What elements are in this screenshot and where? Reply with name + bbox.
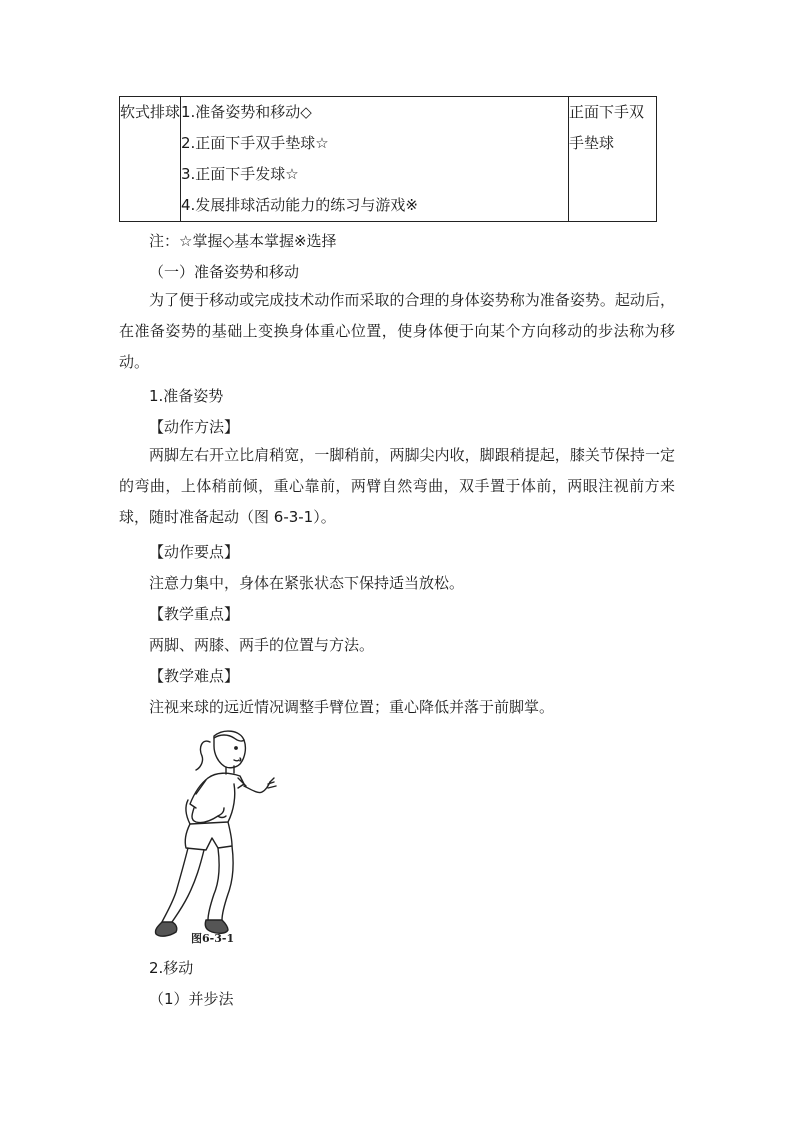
subsection-item: （1）并步法 [149,990,234,1008]
table-item: 3.正面下手发球☆ [181,165,299,183]
keypoints-text: 注意力集中，身体在紧张状态下保持适当放松。 [149,574,465,592]
items-cell [181,97,569,222]
method-paragraph: 两脚左右开立比肩稍宽，一脚稍前，两脚尖内收，脚跟稍提起，膝关节保持一定的弯曲，上体稍前倾，重心靠前，两臂自然弯曲，双手置于体前，两眼注视前方来球，随时准备起动（图 6-3-1）。 [119,446,675,526]
subsection-title: 1.准备姿势 [149,387,224,405]
legend-note: 注：☆掌握◇基本掌握※选择 [149,232,337,250]
table-item: 1.准备姿势和移动◇ [181,103,312,121]
table-item: 4.发展排球活动能力的练习与游戏※ [181,196,418,214]
focus-label: 正面下手双手垫球 [569,103,645,152]
section-heading: （一）准备姿势和移动 [149,263,300,281]
category-label: 软式排球 [120,103,181,121]
focus-cell [569,97,657,222]
keypoints-label: 【动作要点】 [149,543,240,561]
table-item: 2.正面下手双手垫球☆ [181,134,329,152]
teaching-difficulty-label: 【教学难点】 [149,667,240,685]
ready-stance-illustration [148,724,288,950]
teaching-focus-text: 两脚、两膝、两手的位置与方法。 [149,636,375,654]
category-cell [120,97,181,222]
teaching-difficulty-text: 注视来球的远近情况调整手臂位置；重心降低并落于前脚掌。 [149,698,555,716]
figure-caption: 图6-3-1 [191,932,235,945]
method-label: 【动作方法】 [149,418,240,436]
teaching-focus-label: 【教学重点】 [149,605,240,623]
subsection-title: 2.移动 [149,959,194,977]
course-content-table [119,96,657,222]
intro-paragraph: 为了便于移动或完成技术动作而采取的合理的身体姿势称为准备姿势。起动后，在准备姿势的基础上变换身体重心位置，使身体便于向某个方向移动的步法称为移动。 [119,291,675,371]
